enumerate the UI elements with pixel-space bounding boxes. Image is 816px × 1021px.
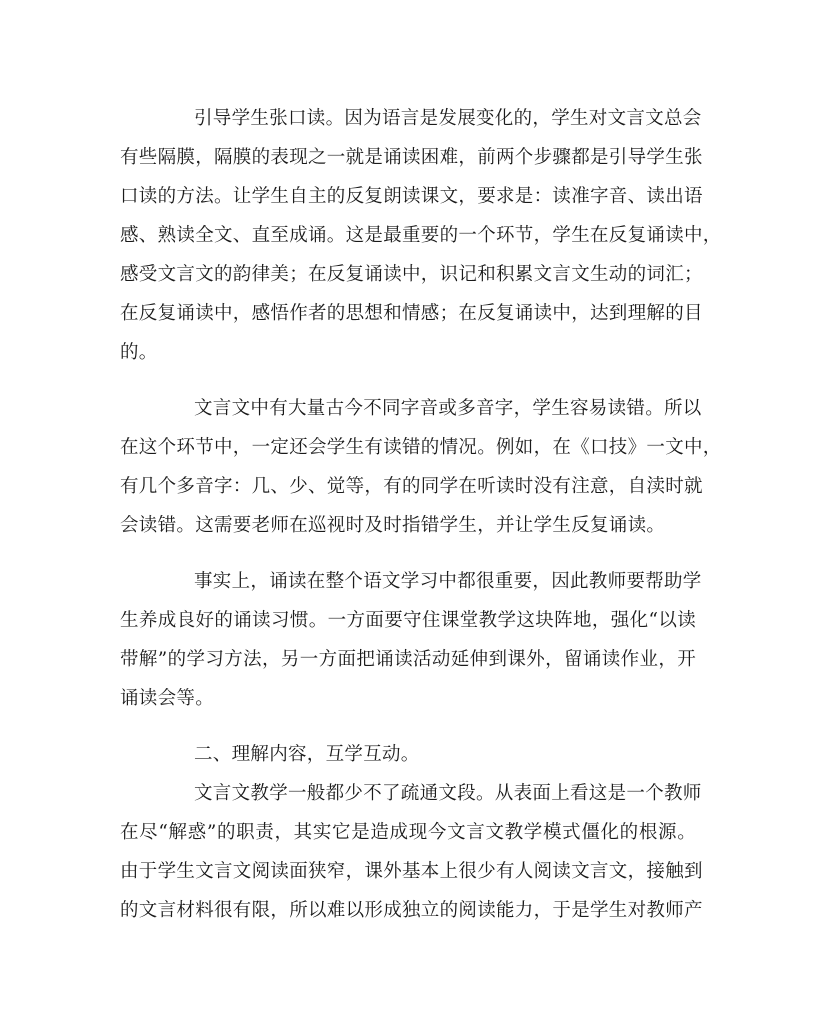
text-line: 有些隔膜，隔膜的表现之一就是诵读困难，前两个步骤都是引导学生张 [120, 147, 703, 168]
text-line: 事实上，诵读在整个语文学习中都很重要，因此教师要帮助学 [194, 571, 702, 592]
text-line: 由于学生文言文阅读面狭窄，课外基本上很少有人阅读文言文，接触到 [120, 861, 703, 882]
text-line: 在反复诵读中，感悟作者的思想和情感；在反复诵读中，达到理解的目 [120, 303, 703, 324]
text-line: 诵读会等。 [120, 688, 215, 709]
text-line: 有几个多音字：几、少、觉等，有的同学在听读时没有注意，自渎时就 [120, 476, 703, 497]
text-line: 带解”的学习方法，另一方面把诵读活动延伸到课外，留诵读作业，开 [120, 649, 696, 670]
text-line: 的文言材料很有限，所以难以形成独立的阅读能力，于是学生对教师产 [120, 900, 703, 921]
text-line: 口读的方法。让学生自主的反复朗读课文，要求是：读准字音、读出语 [120, 186, 703, 207]
text-line: 生养成良好的诵读习惯。一方面要守住课堂教学这块阵地，强化“以读 [120, 610, 696, 631]
text-line: 在尽“解惑”的职责，其实它是造成现今文言文教学模式僵化的根源。 [120, 822, 696, 843]
text-line: 引导学生张口读。因为语言是发展变化的，学生对文言文总会 [194, 108, 702, 129]
text-line: 感、熟读全文、直至成诵。这是最重要的一个环节，学生在反复诵读中， [120, 225, 722, 246]
text-line: 文言文教学一般都少不了疏通文段。从表面上看这是一个教师 [194, 783, 702, 804]
section-heading: 二、理解内容，互学互动。 [194, 744, 420, 765]
text-line: 会读错。这需要老师在巡视时及时指错学生，并让学生反复诵读。 [120, 515, 666, 536]
text-line: 在这个环节中，一定还会学生有读错的情况。例如，在《口技》一文中， [120, 437, 722, 458]
text-line: 文言文中有大量古今不同字音或多音字，学生容易读错。所以 [194, 398, 702, 419]
text-line: 的。 [120, 342, 158, 363]
text-line: 感受文言文的韵律美；在反复诵读中，识记和积累文言文生动的词汇； [120, 264, 703, 285]
